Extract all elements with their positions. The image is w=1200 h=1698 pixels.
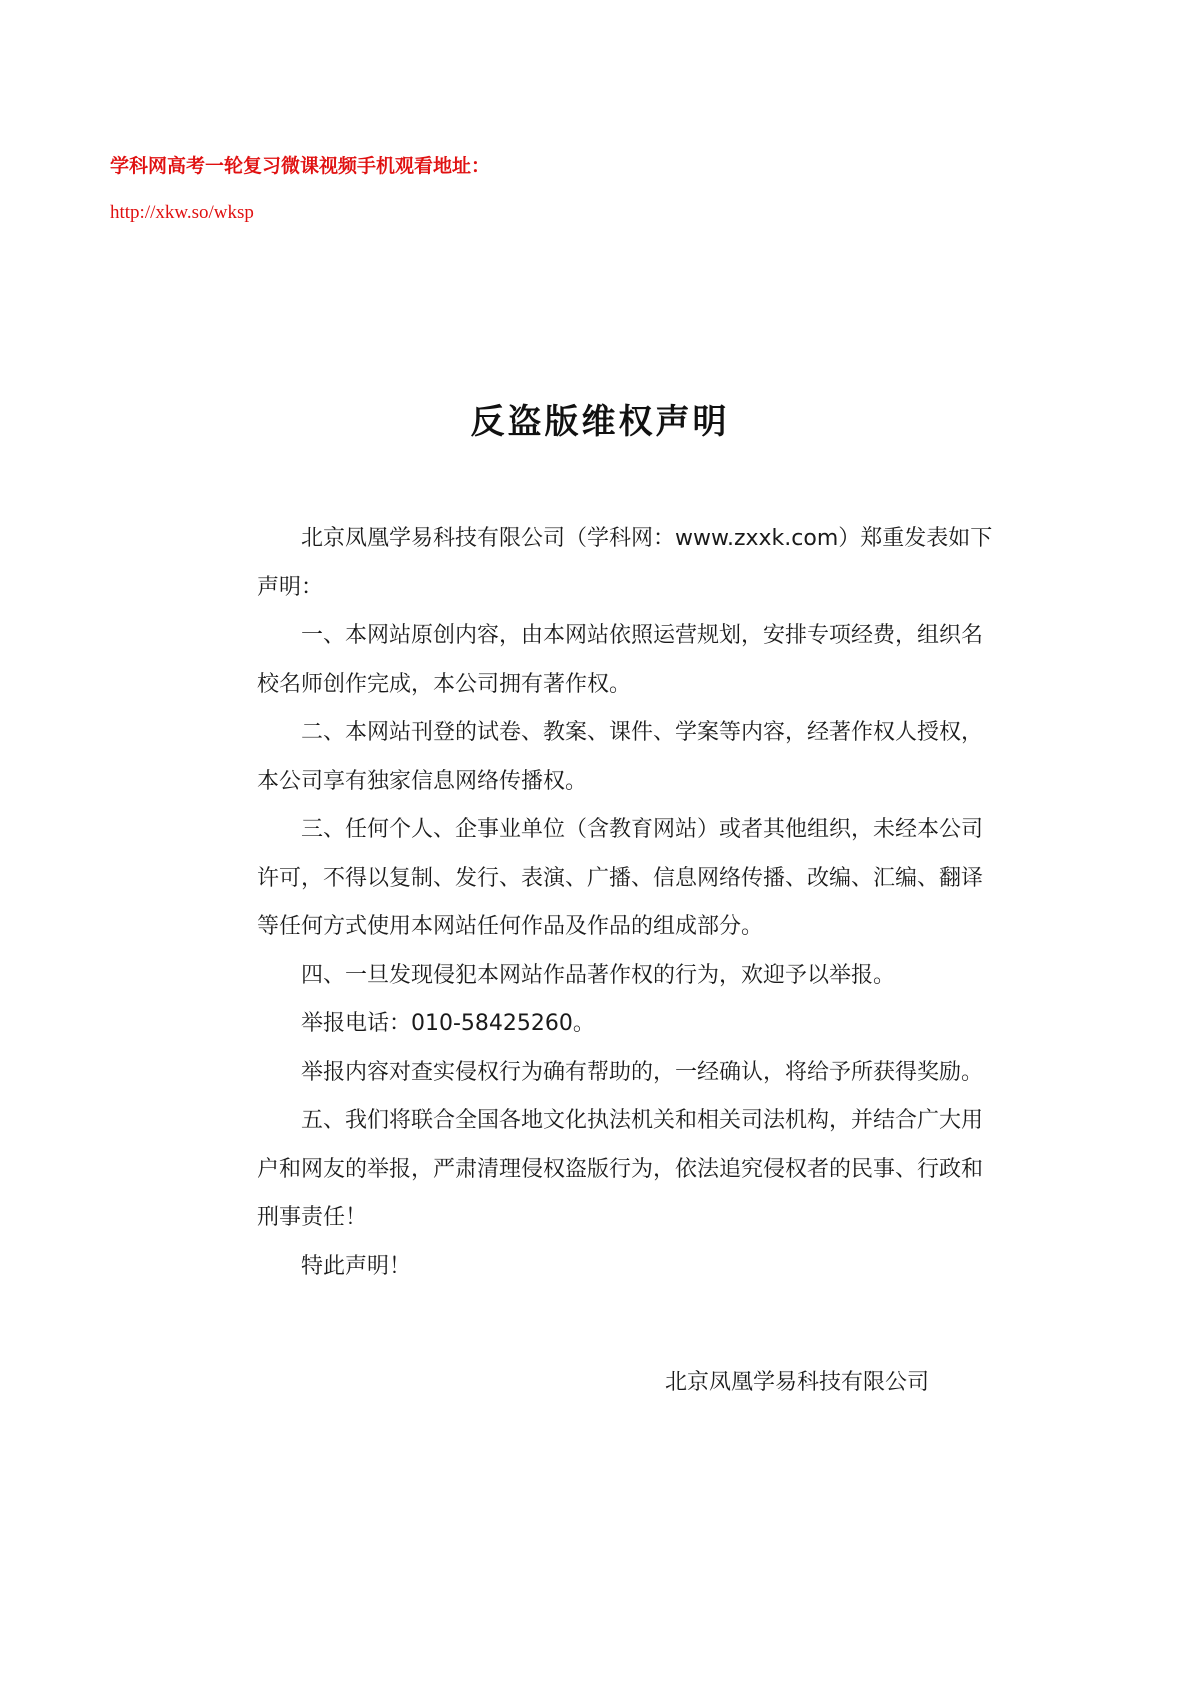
paragraph-reward: 举报内容对查实侵权行为确有帮助的，一经确认，将给予所获得奖励。	[301, 1059, 984, 1085]
video-url-link[interactable]: http://xkw.so/wksp	[110, 202, 254, 223]
paragraph-clause-2: 二、本网站刊登的试卷、教案、课件、学案等内容，经著作权人授权，本公司享有独家信息网络传播权。	[257, 720, 984, 794]
paragraph-clause-3: 三、任何个人、企事业单位（含教育网站）或者其他组织，未经本公司许可，不得以复制、发行、表演、广播、信息网络传播、改编、汇编、翻译等任何方式使用本网站任何作品及作品的组成部分。	[257, 817, 984, 939]
promo-header	[110, 152, 490, 226]
paragraph-intro: 北京凤凰学易科技有限公司（学科网：www.zxxk.com）郑重发表如下声明：	[257, 526, 993, 600]
paragraph-clause-4: 四、一旦发现侵犯本网站作品著作权的行为，欢迎予以举报。	[301, 962, 896, 988]
paragraph-hotline: 举报电话：010-58425260。	[301, 1011, 595, 1036]
paragraph-clause-1: 一、本网站原创内容，由本网站依照运营规划，安排专项经费，组织名校名师创作完成，本公司拥有著作权。	[257, 623, 984, 697]
paragraph-clause-5: 五、我们将联合全国各地文化执法机关和相关司法机构，并结合广大用户和网友的举报，严肃清理侵权盗版行为，依法追究侵权者的民事、行政和刑事责任！	[257, 1108, 984, 1230]
document-title: 反盗版维权声明	[470, 402, 730, 442]
company-signature: 北京凤凰学易科技有限公司	[665, 1370, 930, 1395]
statement-body	[257, 515, 997, 1291]
paragraph-closing: 特此声明！	[301, 1253, 412, 1279]
promo-text: 学科网高考一轮复习微课视频手机观看地址：	[110, 156, 491, 177]
